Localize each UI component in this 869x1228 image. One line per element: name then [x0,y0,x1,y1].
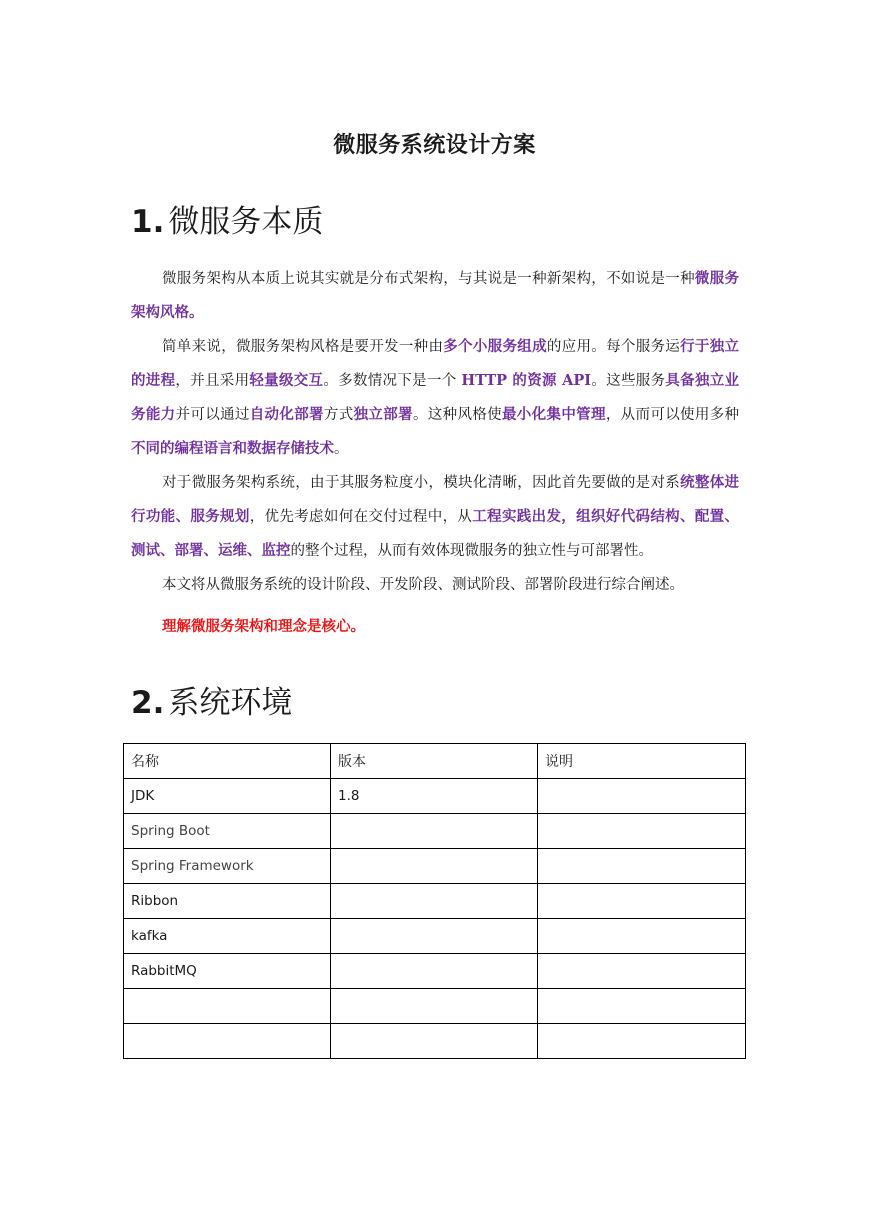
document-title: 微服务系统设计方案 [333,132,536,158]
section-2-number: 2. [131,685,165,721]
paragraph-1 [131,262,739,330]
table-cell [538,814,746,849]
highlighted-phrase: HTTP 的资源 API [461,372,592,389]
table-cell [331,1024,538,1059]
highlighted-phrase: 具备独立业务能力 [131,372,740,423]
table-cell: kafka [124,919,331,954]
table-cell [331,989,538,1024]
highlighted-phrase: 不同的编程语言和数据存储技术 [131,440,334,457]
table-header-row [124,744,746,779]
highlighted-phrase: 自动化部署 [249,406,324,423]
column-header: 名称 [124,744,331,779]
section-2-title: 系统环境 [168,685,293,721]
table-cell [124,989,331,1024]
column-header: 版本 [331,744,538,779]
table-cell [538,779,746,814]
table-cell [331,884,538,919]
text-run: 的整个过程，从而有效体现微服务的独立性与可部署性。 [290,543,653,559]
table-cell [538,954,746,989]
text-run: 。这种风格使 [412,407,502,423]
text-run: 的应用。每个服务运 [546,339,681,355]
text-run: ，并且采用 [175,373,250,389]
table-row [124,779,746,814]
table-cell [331,919,538,954]
table-cell [538,1024,746,1059]
highlighted-phrase: 微服务架构风格。 [131,270,740,321]
text-run: ，优先考虑如何在交付过程中，从 [249,509,473,525]
paragraph-4: 本文将从微服务系统的设计阶段、开发阶段、测试阶段、部署阶段进行综合阐述。 [162,577,684,593]
table-cell [538,989,746,1024]
table-cell: Spring Framework [124,849,331,884]
table-cell [538,849,746,884]
text-run: ，从而可以使用多种 [605,407,740,423]
highlighted-phrase: 行于独立的进程 [131,338,740,389]
column-header: 说明 [538,744,746,779]
key-point-note: 理解微服务架构和理念是核心。 [162,618,365,635]
table-cell [331,814,538,849]
table-row [124,814,746,849]
table-cell: RabbitMQ [124,954,331,989]
table-cell [538,884,746,919]
table-row [124,989,746,1024]
highlighted-phrase: 轻量级交互 [249,372,324,389]
highlighted-phrase: 多个小服务组成 [443,338,547,355]
section-1-number: 1. [131,204,165,240]
table-cell: 1.8 [331,779,538,814]
text-run: 方式 [323,407,354,423]
text-run: 。多数情况下是一个 [323,373,462,389]
highlighted-phrase: 独立部署 [353,406,413,423]
table-row [124,849,746,884]
section-2-heading [131,677,292,722]
text-run: 简单来说，微服务架构风格是要开发一种由 [162,339,444,355]
paragraph-2 [131,330,739,466]
table-cell [124,1024,331,1059]
text-run: 。这些服务 [591,373,666,389]
highlighted-phrase: 最小化集中管理 [501,406,606,423]
table-cell: Spring Boot [124,814,331,849]
text-run: 对于微服务架构系统，由于其服务粒度小，模块化清晰，因此首先要做的是对系 [162,475,681,491]
table-cell: JDK [124,779,331,814]
text-run: 。 [334,441,349,457]
table-row [124,954,746,989]
text-run: 微服务架构从本质上说其实就是分布式架构，与其说是一种新架构，不如说是一种 [162,271,695,287]
text-run: 并可以通过 [175,407,250,423]
table-cell: Ribbon [124,884,331,919]
table-cell [331,954,538,989]
section-1-body [131,262,739,644]
table-row [124,884,746,919]
environment-table [123,743,746,1059]
table-row [124,1024,746,1059]
highlighted-phrase: 工程实践出发，组织好代码结构、配置、测试、部署、运维、监控 [131,508,740,559]
paragraph-3 [131,466,739,568]
table-cell [331,849,538,884]
table-row [124,919,746,954]
section-1-title: 微服务本质 [168,204,324,240]
highlighted-phrase: 统整体进行功能、服务规划 [131,474,740,525]
section-1-heading [131,196,323,241]
table-cell [538,919,746,954]
